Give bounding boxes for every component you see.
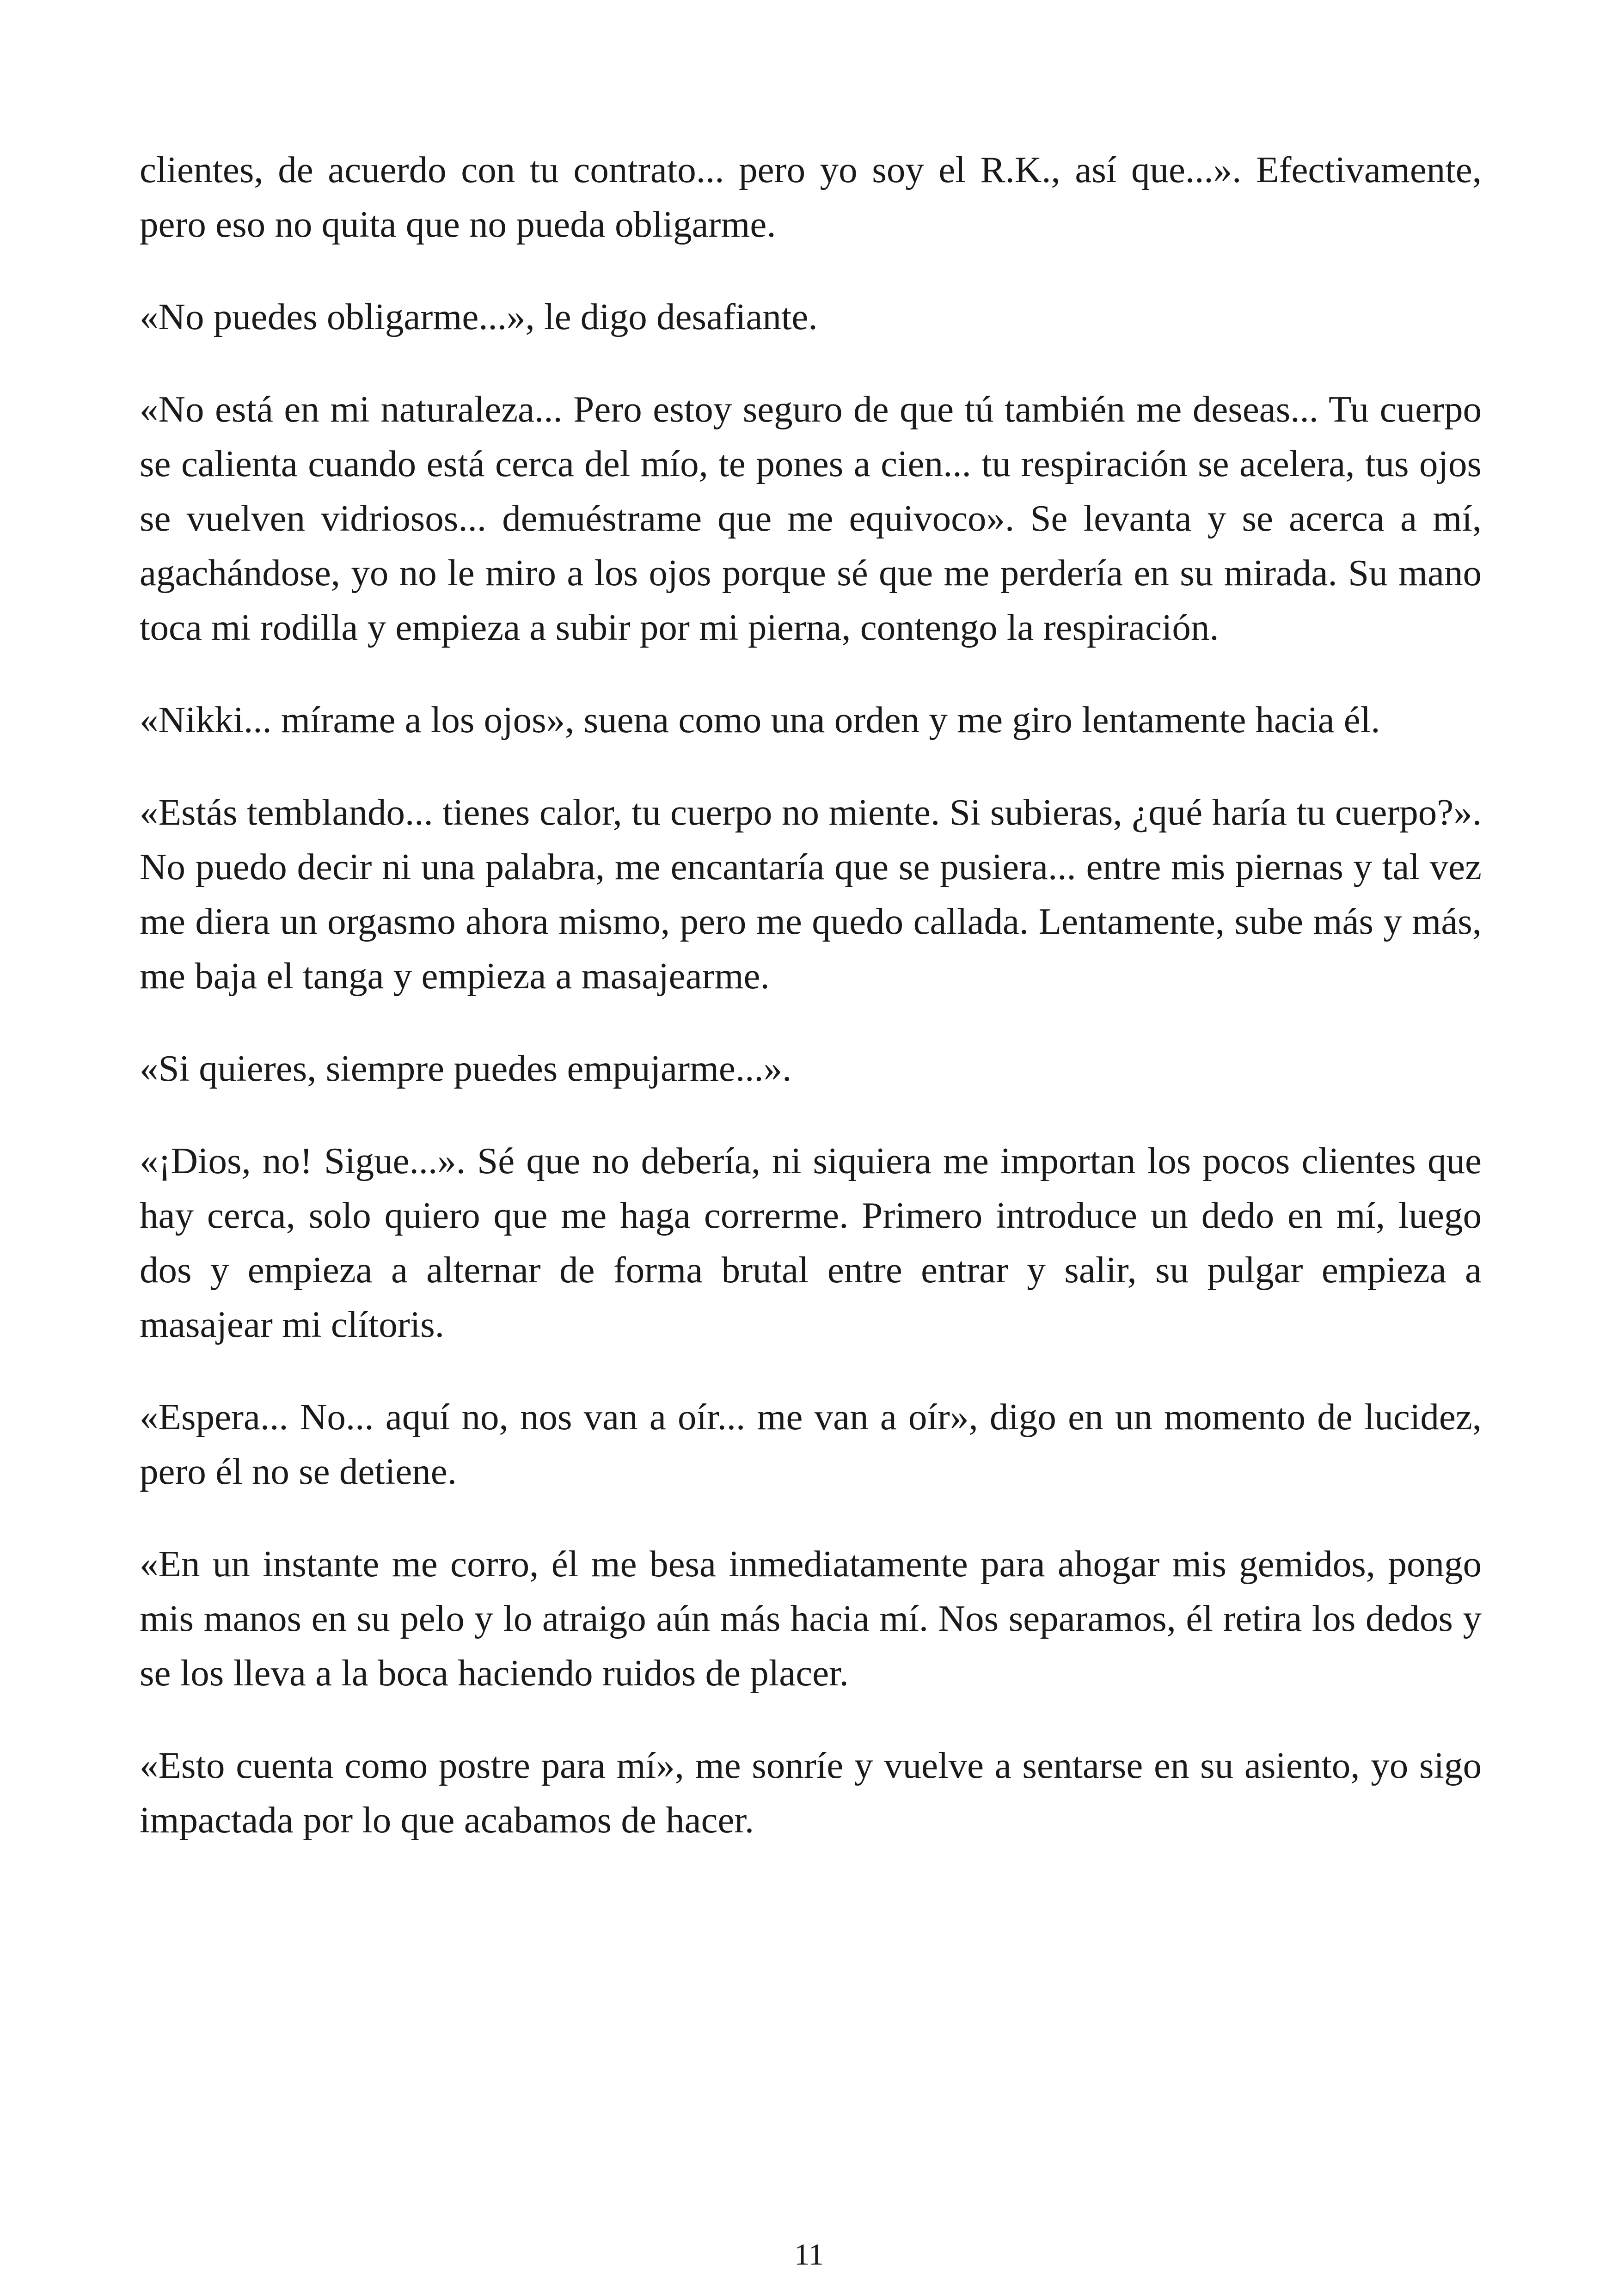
paragraph-1: clientes, de acuerdo con tu contrato... pero yo soy el R.K., así que...». Efectivamente, pero eso no quita que no pueda obligarme. [140, 149, 1482, 245]
paragraph-4: «Nikki... mírame a los ojos», suena como una orden y me giro lentamente hacia él. [140, 699, 1380, 741]
paragraph-3: «No está en mi naturaleza... Pero estoy seguro de que tú también me deseas... Tu cuerpo se calienta cuando está cerca del mío, te pones a cien... tu respiración se acelera, tus ojos se vuelven vidriosos... demuéstrame que me equivoco». Se levanta y se acerca a mí, agachándose, yo no le miro a los ojos porque sé que me perdería en su mirada. Su mano toca mi rodilla y empieza a subir por mi pierna, contengo la respiración. [140, 388, 1482, 648]
paragraph-9: «En un instante me corro, él me besa inmediatamente para ahogar mis gemidos, pongo mis manos en su pelo y lo atraigo aún más hacia mí. Nos separamos, él retira los dedos y se los lleva a la boca haciendo ruidos de placer. [140, 1543, 1482, 1694]
page-number: 11 [794, 2238, 824, 2272]
paragraph-6: «Si quieres, siempre puedes empujarme...». [140, 1047, 792, 1089]
paragraph-10: «Esto cuenta como postre para mí», me sonríe y vuelve a sentarse en su asiento, yo sigo impactada por lo que acabamos de hacer. [140, 1745, 1482, 1841]
paragraph-2: «No puedes obligarme...», le digo desafiante. [140, 296, 818, 337]
paragraph-7: «¡Dios, no! Sigue...». Sé que no debería, ni siquiera me importan los pocos clientes que hay cerca, solo quiero que me haga correrme. Primero introduce un dedo en mí, luego dos y empieza a alternar de forma brutal entre entrar y salir, su pulgar empieza a masajear mi clítoris. [140, 1140, 1482, 1345]
paragraph-8: «Espera... No... aquí no, nos van a oír... me van a oír», digo en un momento de lucidez, pero él no se detiene. [140, 1396, 1482, 1492]
body-text [140, 142, 1482, 1847]
paragraph-5: «Estás temblando... tienes calor, tu cuerpo no miente. Si subieras, ¿qué haría tu cuerpo?». No puedo decir ni una palabra, me encantaría que se pusiera... entre mis piernas y tal vez me diera un orgasmo ahora mismo, pero me quedo callada. Lentamente, sube más y más, me baja el tanga y empieza a masajearme. [140, 791, 1482, 997]
